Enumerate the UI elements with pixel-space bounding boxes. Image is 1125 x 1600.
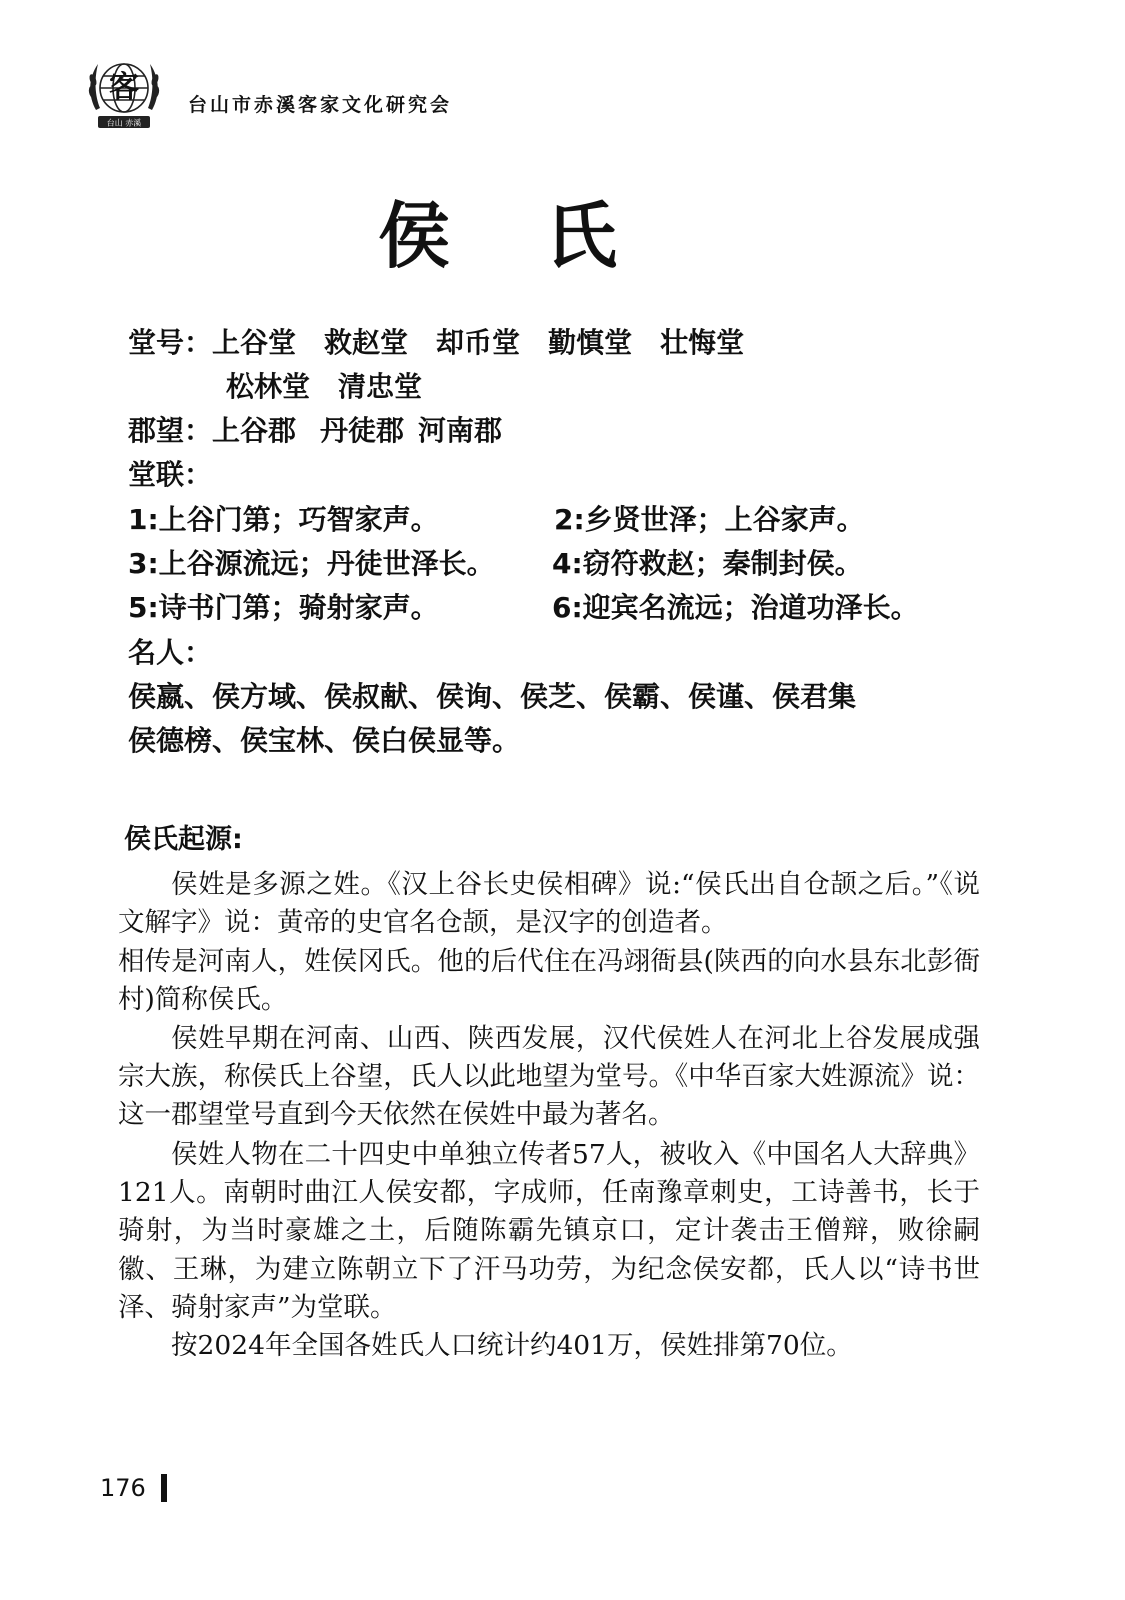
mingren-list-line-1: 侯嬴、侯方域、侯叔献、侯询、侯芝、侯霸、侯谨、侯君集 <box>128 680 857 713</box>
tanglian-item: 4:窃符救赵；秦制封侯。 <box>552 547 863 580</box>
junwang-item: 上谷郡 <box>212 414 297 447</box>
origin-paragraph: 侯姓人物在二十四史中单独立传者57人，被收入《中国名人大辞典》121人。南朝时曲江人侯安都，字成师，任南豫章刺史，工诗善书，长于骑射，为当时豪雄之土，后随陈霸先镇京口，定计袭击王僧辩，败徐嗣徽、王琳，为建立陈朝立下了汗马功劳，为纪念侯安都，氏人以“诗书世泽、骑射家声”为堂联。 <box>118 1139 980 1323</box>
tanglian-item: 5:诗书门第；骑射家声。 <box>128 591 439 624</box>
tanghao-item: 上谷堂 <box>212 326 297 359</box>
tanghao-item: 勤慎堂 <box>548 326 633 359</box>
junwang-item: 河南郡 <box>418 414 503 447</box>
tanghao-item: 救赵堂 <box>324 326 409 359</box>
page-number: 176 <box>100 1474 146 1502</box>
tanghao-item: 却币堂 <box>436 326 521 359</box>
origin-paragraph: 按2024年全国各姓氏人口统计约401万，侯姓排第70位。 <box>171 1330 853 1361</box>
junwang-item: 丹徒郡 <box>320 414 405 447</box>
origin-paragraph: 侯姓是多源之姓。《汉上谷长史侯相碑》说:“侯氏出自仓颉之后。”《说文解字》说：黄帝的史官名仓颉，是汉字的创造者。 <box>118 869 980 939</box>
origin-paragraph: 相传是河南人，姓侯冈氏。他的后代住在冯翊衙县(陕西的向水县东北彭衙村)简称侯氏。 <box>118 946 980 1016</box>
junwang-label: 郡望： <box>128 414 213 447</box>
svg-text:客: 客 <box>109 70 139 105</box>
tanghao-label: 堂号： <box>128 326 213 359</box>
mingren-list-line-2: 侯德榜、侯宝林、侯白侯显等。 <box>128 724 521 757</box>
tanghao-item: 壮悔堂 <box>660 326 745 359</box>
tanglian-item: 3:上谷源流远；丹徒世泽长。 <box>128 547 495 580</box>
organization-name: 台山市赤溪客家文化研究会 <box>188 94 453 116</box>
page-title: 侯氏 <box>377 193 712 278</box>
mingren-label: 名人： <box>128 636 213 669</box>
tanghao-row-2 <box>226 370 422 404</box>
page-number-bar <box>161 1474 167 1502</box>
tanglian-item: 2:乡贤世泽；上谷家声。 <box>554 503 865 536</box>
svg-text:台山 赤溪: 台山 赤溪 <box>106 118 142 128</box>
origin-paragraph: 侯姓早期在河南、山西、陕西发展，汉代侯姓人在河北上谷发展成强宗大族，称侯氏上谷望，氏人以此地望为堂号。《中华百家大姓源流》说：这一郡望堂号直到今天依然在侯姓中最为著名。 <box>118 1023 980 1131</box>
tanglian-item: 1:上谷门第；巧智家声。 <box>128 503 439 536</box>
tanglian-label: 堂联： <box>128 458 213 491</box>
tanghao-row-1 <box>128 326 744 360</box>
tanglian-item: 6:迎宾名流远；治道功泽长。 <box>552 591 919 624</box>
tanghao-item: 松林堂 <box>226 370 311 403</box>
tanghao-item: 清忠堂 <box>338 370 423 403</box>
junwang-row <box>128 414 502 448</box>
organization-logo <box>84 52 164 134</box>
origin-heading: 侯氏起源: <box>124 824 243 855</box>
